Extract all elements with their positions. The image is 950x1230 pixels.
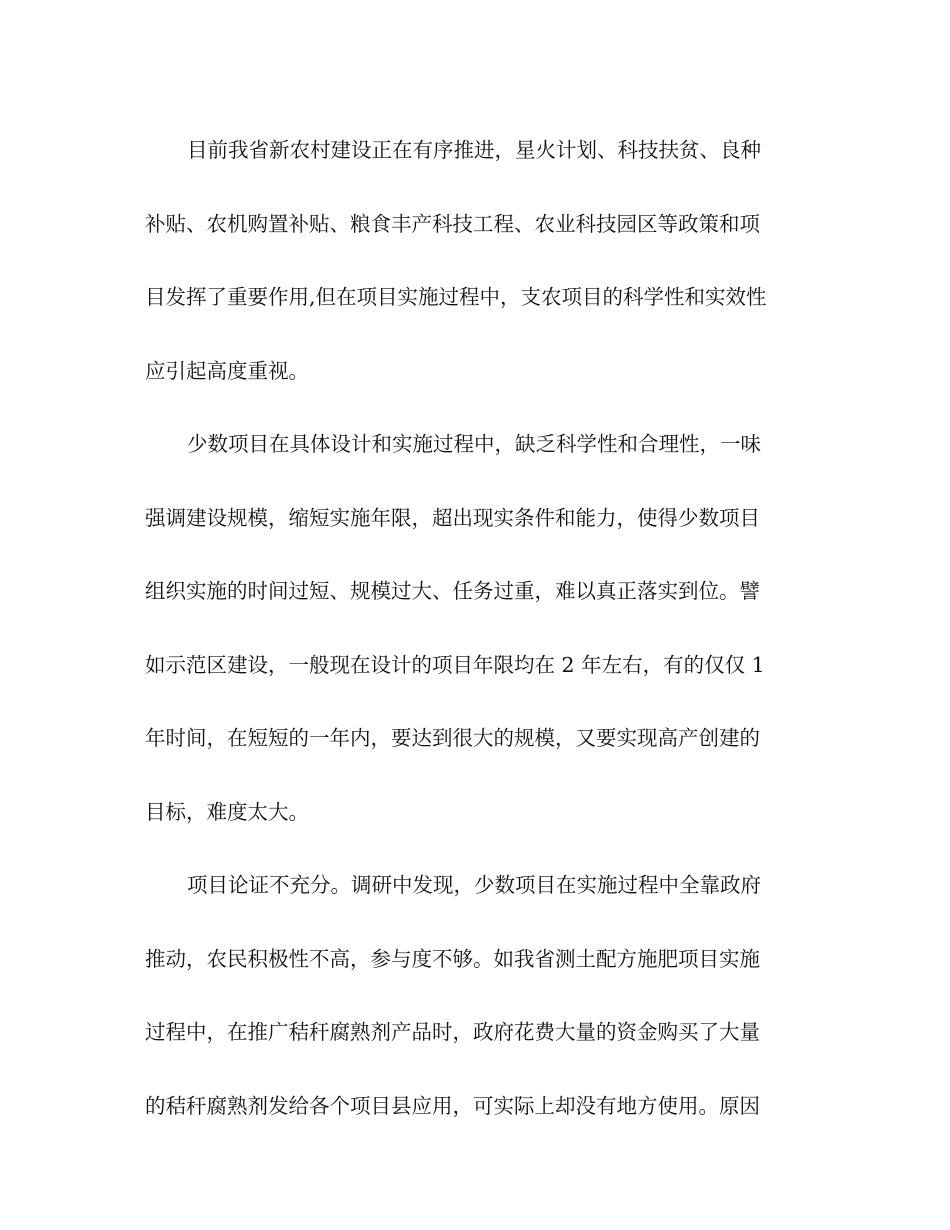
text-line: 如示范区建设，一般现在设计的项目年限均在 2 年左右，有的仅仅 1 bbox=[145, 652, 765, 677]
text-line: 应引起高度重视。 bbox=[145, 358, 309, 383]
text-line: 目前我省新农村建设正在有序推进，星火计划、科技扶贫、良种 bbox=[187, 138, 761, 162]
text-line: 项目论证不充分。调研中发现，少数项目在实施过程中全靠政府 bbox=[187, 873, 761, 897]
text-line: 推动，农民积极性不高，参与度不够。如我省测土配方施肥项目实施 bbox=[145, 946, 760, 971]
paragraph-project-design bbox=[145, 408, 810, 849]
text-line: 过程中，在推广秸秆腐熟剂产品时，政府花费大量的资金购买了大量 bbox=[145, 1020, 760, 1044]
document-body bbox=[145, 114, 810, 1143]
text-line: 少数项目在具体设计和实施过程中，缺乏科学性和合理性，一味 bbox=[187, 432, 761, 456]
text-line: 年时间，在短短的一年内，要达到很大的规模，又要实现高产创建的 bbox=[145, 726, 760, 750]
text-line: 组织实施的时间过短、规模过大、任务过重，难以真正落实到位。譬 bbox=[145, 579, 760, 603]
text-line: 目标，难度太大。 bbox=[145, 799, 309, 824]
text-line: 目发挥了重要作用,但在项目实施过程中，支农项目的科学性和实效性 bbox=[145, 285, 767, 309]
text-line: 补贴、农机购置补贴、粮食丰产科技工程、农业科技园区等政策和项 bbox=[145, 211, 760, 236]
paragraph-new-rural-construction bbox=[145, 114, 810, 408]
paragraph-project-justification bbox=[145, 849, 810, 1143]
text-line: 的秸秆腐熟剂发给各个项目县应用，可实际上却没有地方使用。原因 bbox=[145, 1093, 760, 1118]
text-line: 强调建设规模，缩短实施年限，超出现实条件和能力，使得少数项目 bbox=[145, 505, 760, 530]
